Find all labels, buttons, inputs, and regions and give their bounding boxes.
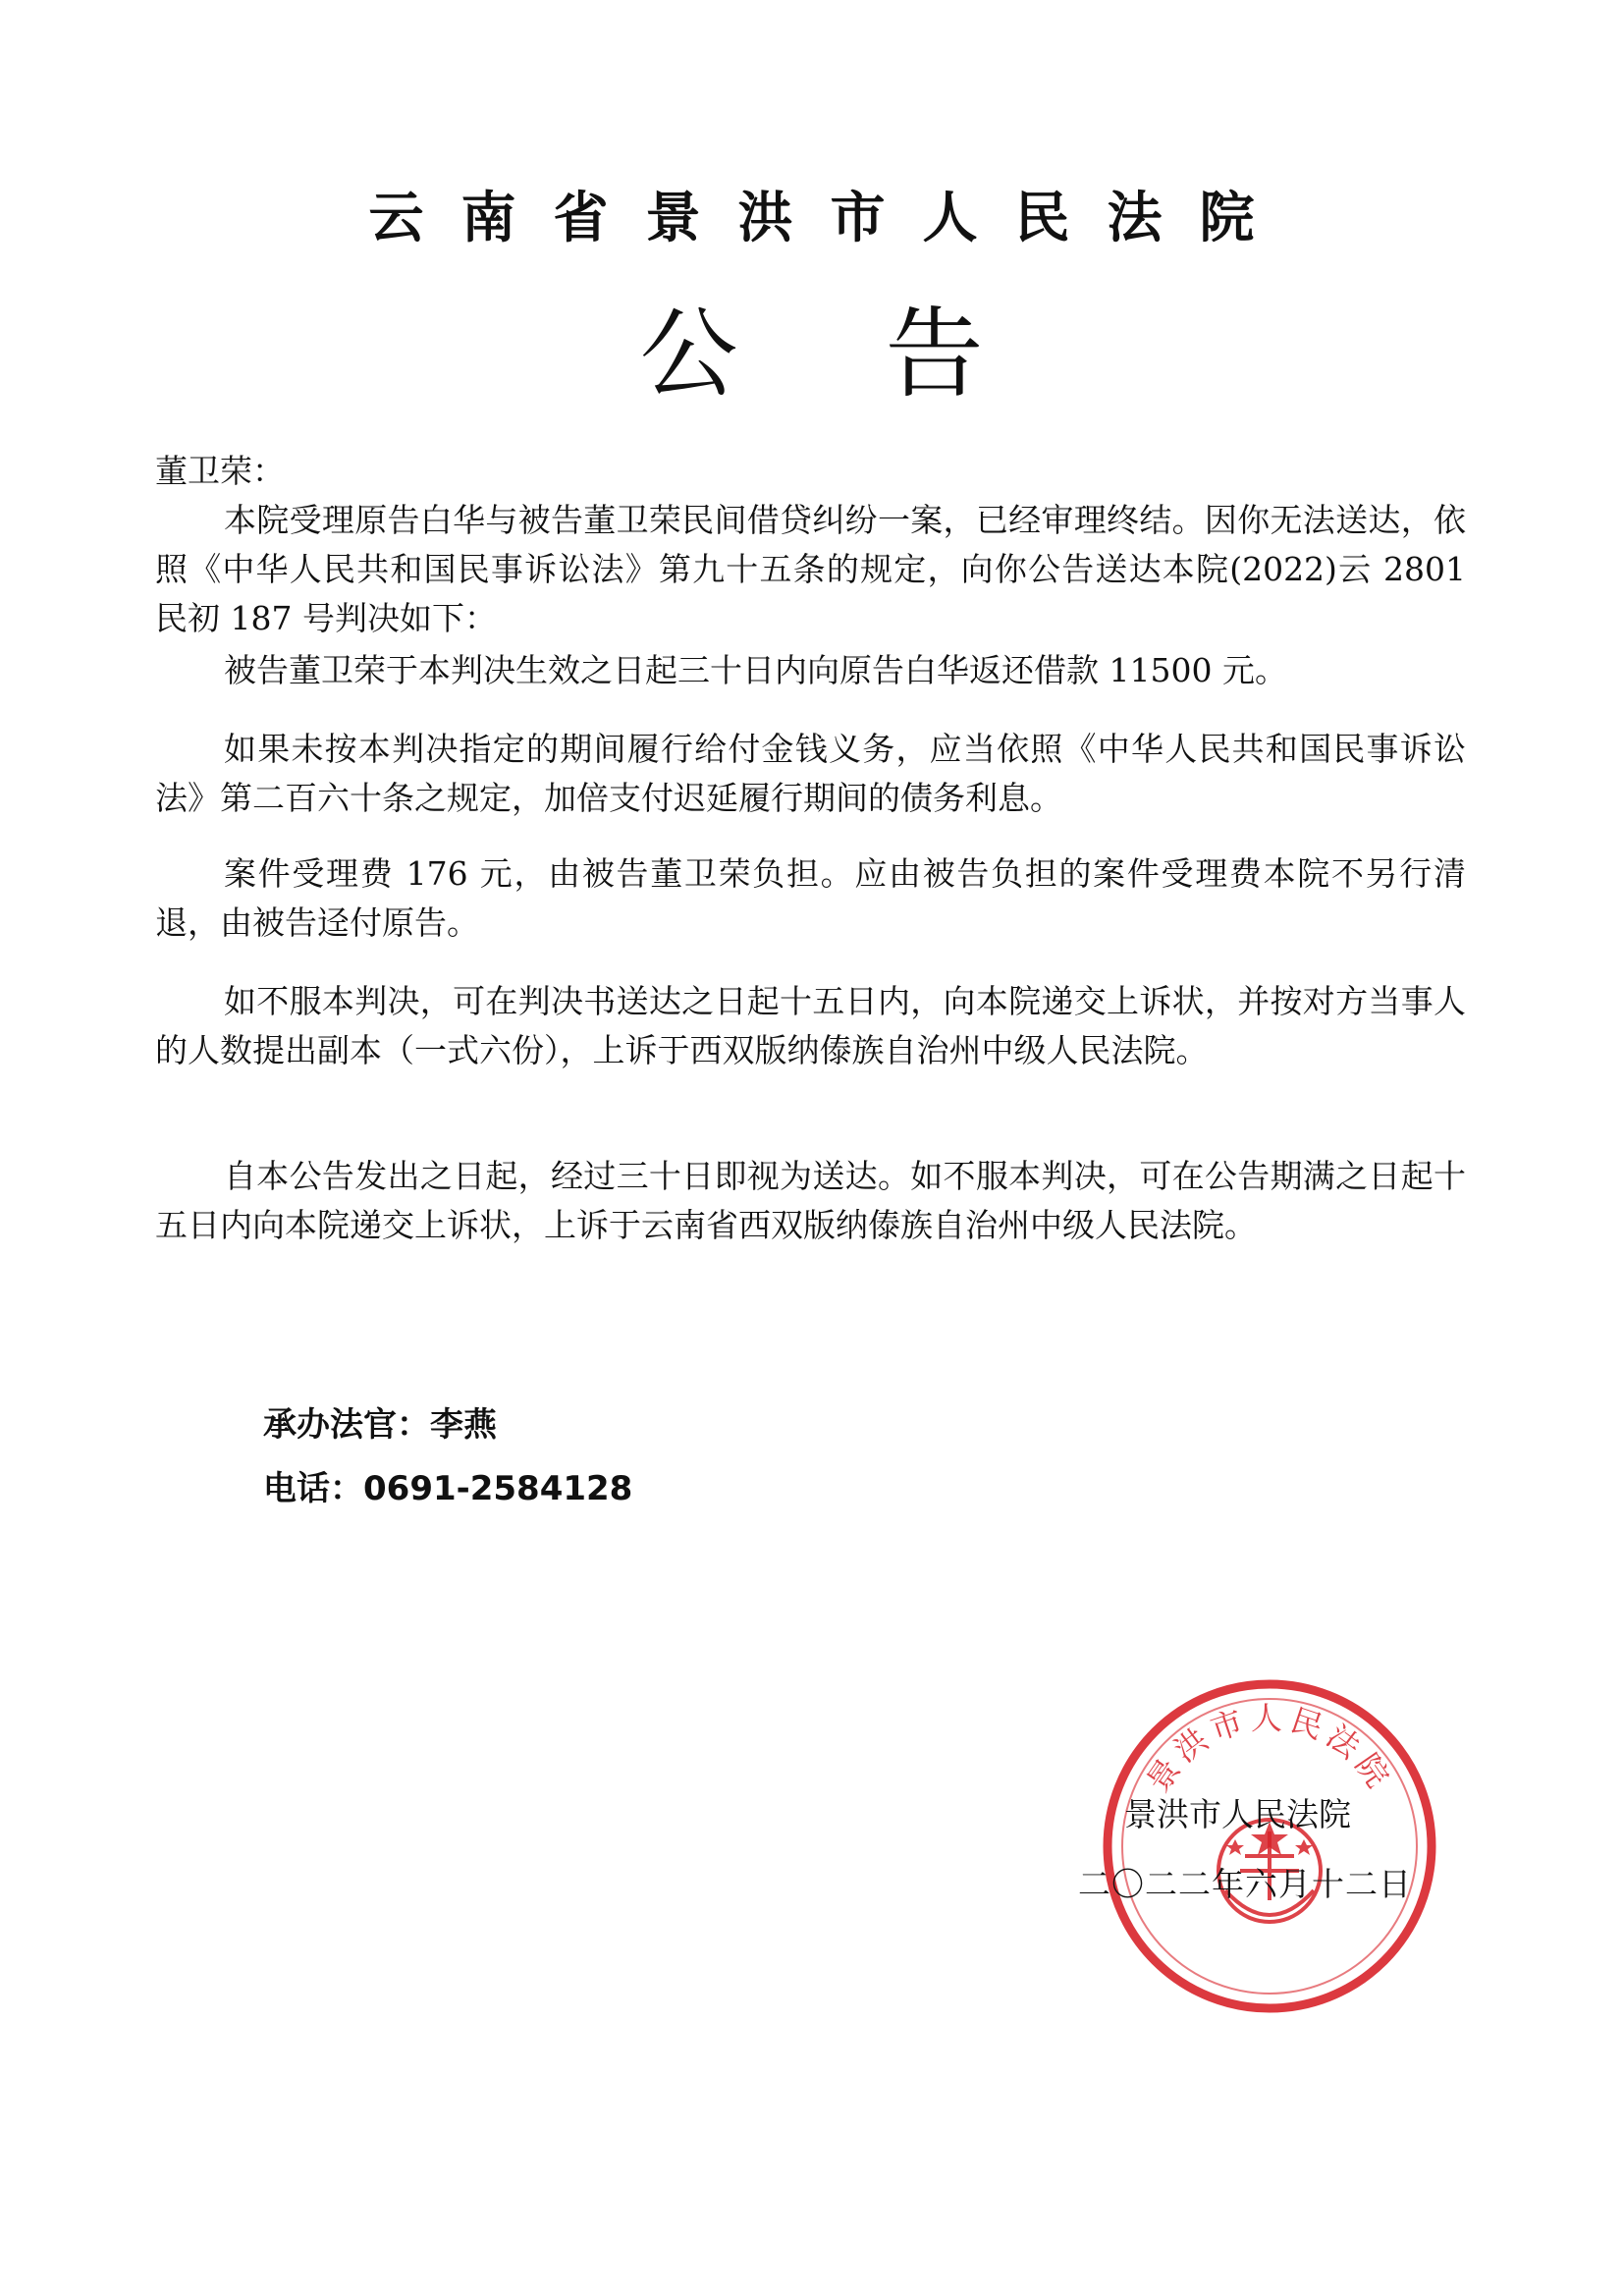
judge-name: 承办法官：李燕 (263, 1405, 497, 1445)
paragraph-case-intro: 本院受理原告白华与被告董卫荣民间借贷纠纷一案，已经审理终结。因你无法送达，依照《中华人民共和国民事诉讼法》第九十五条的规定，向你公告送达本院(2022)云 2801 民初 187 号判决如下： (155, 501, 1466, 637)
court-seal-icon (1098, 1674, 1441, 2018)
signature-date: 二〇二二年六月十二日 (1078, 1865, 1412, 1903)
paragraph-judgment: 被告董卫荣于本判决生效之日起三十日内向原告白华返还借款 11500 元。 (224, 651, 1287, 689)
paragraph-appeal: 如不服本判决，可在判决书送达之日起十五日内，向本院递交上诉状，并按对方当事人的人数提出副本（一式六份），上诉于西双版纳傣族自治州中级人民法院。 (155, 982, 1466, 1069)
paragraph-service: 自本公告发出之日起，经过三十日即视为送达。如不服本判决，可在公告期满之日起十五日内向本院递交上诉状，上诉于云南省西双版纳傣族自治州中级人民法院。 (155, 1157, 1466, 1244)
addressee: 董卫荣： (155, 452, 285, 490)
court-name-heading: 云南省景洪市人民法院 (368, 187, 1292, 250)
signature-court-name: 景洪市人民法院 (1124, 1795, 1351, 1833)
phone-number: 电话：0691-2584128 (263, 1469, 633, 1508)
paragraph-penalty: 如果未按本判决指定的期间履行给付金钱义务，应当依照《中华人民共和国民事诉讼法》第二百六十条之规定，加倍支付迟延履行期间的债务利息。 (155, 730, 1466, 817)
document-title: 公告 (639, 297, 1131, 411)
seal-lettering: 景洪市人民法院 (1140, 1700, 1399, 1799)
paragraph-fee: 案件受理费 176 元，由被告董卫荣负担。应由被告负担的案件受理费本院不另行清退，由被告迳付原告。 (155, 854, 1466, 942)
